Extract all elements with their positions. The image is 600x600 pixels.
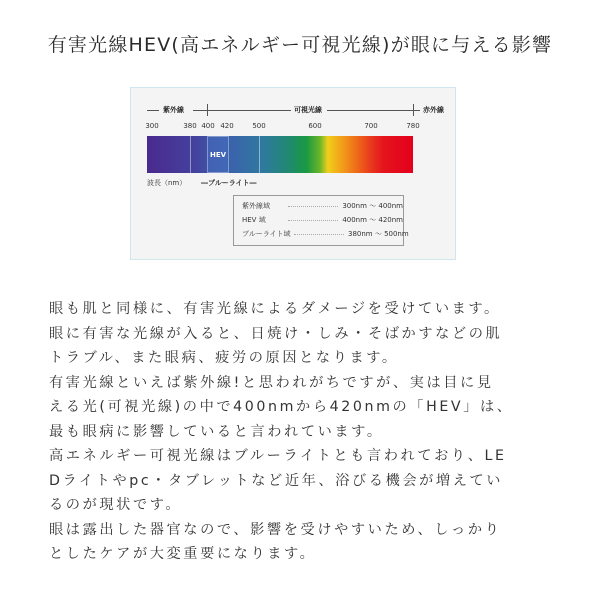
legend-row-bluelight bbox=[242, 227, 409, 241]
uv-line-right bbox=[193, 110, 207, 111]
wavelength-label: 波長（nm） bbox=[147, 179, 187, 187]
legend-name: ブルーライト域 bbox=[242, 230, 291, 238]
body-line: 眼は露出した器官なので、影響を受けやすいため、しっかり bbox=[49, 521, 502, 538]
separator-380 bbox=[190, 136, 191, 173]
leader-dots bbox=[288, 220, 338, 221]
legend-value: 400nm ～ 420nm bbox=[342, 216, 403, 224]
hev-band bbox=[207, 136, 229, 173]
legend-name: 紫外線域 bbox=[242, 202, 270, 210]
leader-dots bbox=[294, 234, 344, 235]
body-line: 眼も肌と同様に、有害光線によるダメージを受けています。 bbox=[49, 301, 501, 317]
body-line: える光(可視光線)の中で400nmから420nmの「HEV」は、 bbox=[49, 399, 514, 415]
uv-line-left bbox=[147, 110, 159, 111]
tick-420: 420 bbox=[220, 122, 234, 130]
hev-label: HEV bbox=[209, 150, 227, 159]
tick-400: 400 bbox=[201, 122, 215, 130]
tick-300: 300 bbox=[145, 122, 159, 130]
spectrum-figure bbox=[130, 87, 456, 260]
visible-line-right bbox=[327, 110, 413, 111]
tick-700: 700 bbox=[364, 122, 378, 130]
body-line: 最も眼病に影響していると言われています。 bbox=[49, 423, 384, 440]
body-line: Dライトやpc・タブレットなど近年、浴びる機会が増えてい bbox=[49, 472, 504, 489]
spectrum-bar bbox=[147, 136, 413, 173]
body-line: としたケアが大変重要になります。 bbox=[49, 546, 317, 562]
bluelight-label: ―ブルーライト― bbox=[201, 179, 257, 187]
body-line: 眼に有害な光線が入ると、日焼け・しみ・そばかすなどの肌 bbox=[49, 325, 503, 342]
ir-range-label: 赤外線 bbox=[423, 106, 444, 114]
body-line: トラブル、また眼病、疲労の原因となります。 bbox=[49, 350, 399, 366]
page-title: 有害光線HEV(高エネルギー可視光線)が眼に与える影響 bbox=[47, 34, 553, 56]
tick-600: 600 bbox=[308, 122, 322, 130]
legend-row-uv bbox=[242, 199, 403, 213]
visible-range-label: 可視光線 bbox=[294, 106, 322, 114]
body-line: 高エネルギー可視光線はブルーライトとも言われており、LE bbox=[49, 448, 507, 464]
body-line: 有害光線といえば紫外線!と思われがちですが、実は目に見 bbox=[49, 374, 494, 391]
legend-value: 300nm ～ 400nm bbox=[342, 202, 403, 210]
tick-500: 500 bbox=[252, 122, 266, 130]
legend-name: HEV 域 bbox=[242, 216, 266, 224]
tick-780: 780 bbox=[406, 122, 420, 130]
separator-500 bbox=[259, 136, 260, 173]
legend-box bbox=[233, 195, 409, 246]
leader-dots bbox=[288, 206, 338, 207]
uv-range-label: 紫外線 bbox=[163, 106, 184, 114]
legend-row-hev bbox=[242, 213, 403, 227]
ir-line bbox=[414, 110, 420, 111]
body-text bbox=[49, 297, 559, 567]
visible-line-left bbox=[207, 110, 291, 111]
tick-380: 380 bbox=[183, 122, 197, 130]
body-line: るのが現状です。 bbox=[49, 497, 183, 513]
legend-value: 380nm ～ 500nm bbox=[348, 230, 409, 238]
